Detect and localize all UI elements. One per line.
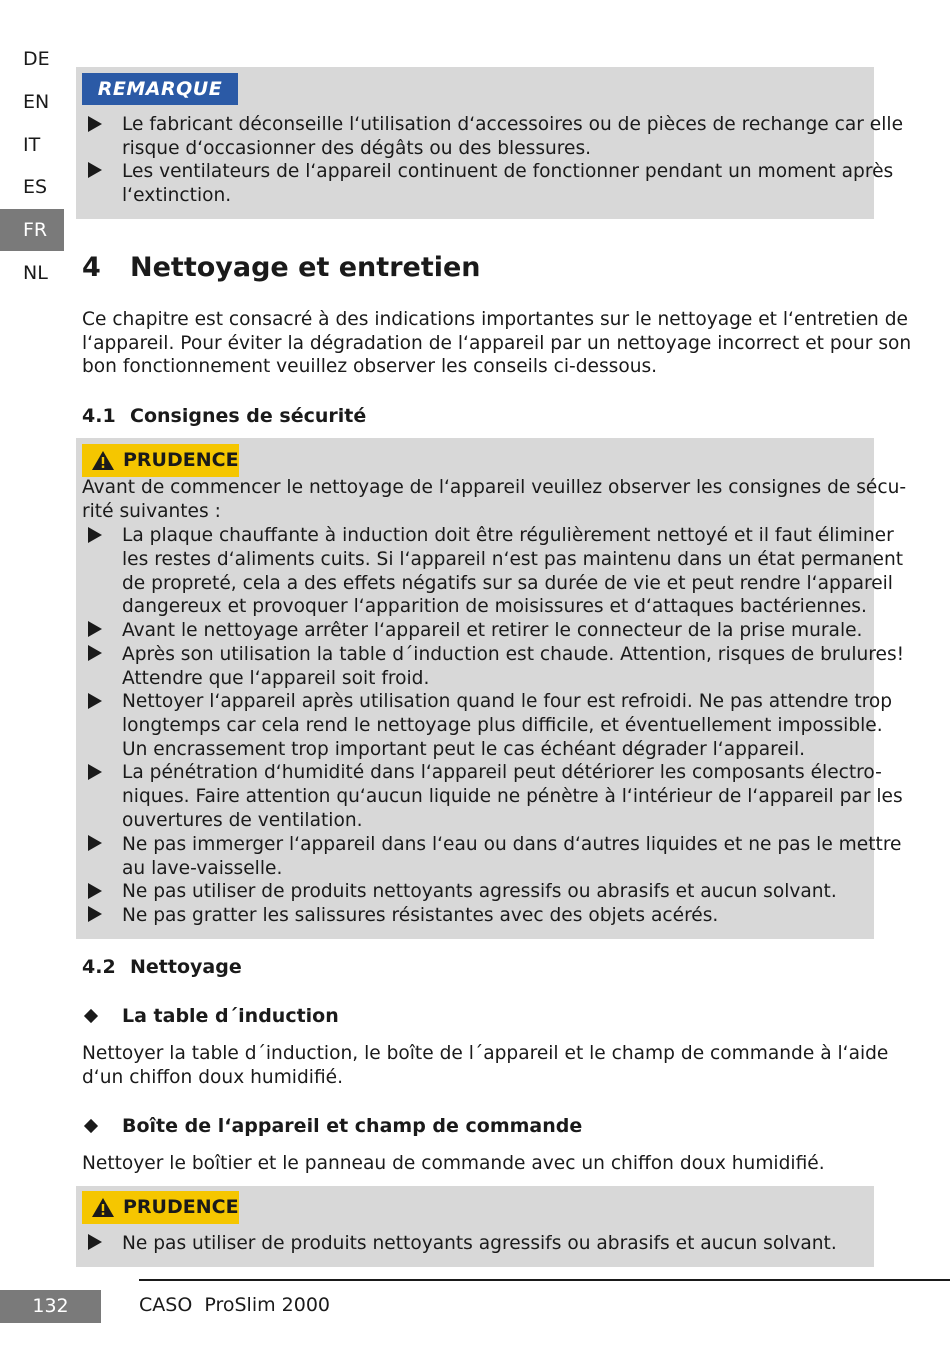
bullet-arrow-icon [88,906,102,922]
note-line: risque d‘occasionner des dégâts ou des blessures. [122,138,592,159]
caution-line: Attendre que l‘appareil soit froid. [122,668,430,689]
bullet-arrow-icon [88,1234,102,1250]
bullet-arrow-icon [88,693,102,709]
caution-badge [82,1191,239,1224]
caution-line: Ne pas utiliser de produits nettoyants agressifs ou abrasifs et aucun solvant. [122,881,837,902]
item-body-line: Nettoyer le boîtier et le panneau de commande avec un chiffon doux humidifié. [82,1153,825,1174]
bullet-arrow-icon [88,835,102,851]
footer-product: CASO ProSlim 2000 [139,1294,331,1316]
note-line: l‘extinction. [122,185,232,206]
subsection-number: 4.1 [82,405,116,427]
section-number: 4 [82,252,101,283]
caution-line: La plaque chauffante à induction doit être régulièrement nettoyé et il faut éliminer [122,525,894,546]
caution-line: Ne pas gratter les salissures résistantes avec des objets acérés. [122,905,719,926]
bullet-arrow-icon [88,883,102,899]
item-body-line: d‘un chiffon doux humidifié. [82,1067,344,1088]
subsection-title: Nettoyage [130,956,242,978]
subsection-title: Consignes de sécurité [130,405,367,427]
caution-line: Avant le nettoyage arrêter l‘appareil et retirer le connecteur de la prise murale. [122,620,863,641]
caution-line: au lave-vaisselle. [122,858,283,879]
caution-line: Un encrassement trop important peut le cas échéant dégrader l‘appareil. [122,739,806,760]
caution-label: PRUDENCE [123,449,239,471]
intro-line: l‘appareil. Pour éviter la dégradation de l‘appareil par un nettoyage incorrect et pour son [82,333,912,354]
bullet-arrow-icon [88,645,102,661]
caution-line: Ne pas utiliser de produits nettoyants agressifs ou abrasifs et aucun solvant. [122,1233,837,1254]
caution-line: ouvertures de ventilation. [122,810,363,831]
caution-line: La pénétration d‘humidité dans l‘appareil peut détériorer les composants électro- [122,762,882,783]
diamond-bullet-icon [84,1119,98,1133]
lang-tab-de[interactable]: DE [23,48,50,70]
bullet-arrow-icon [88,116,102,132]
footer-divider [139,1279,950,1281]
note-badge: REMARQUE [82,73,238,105]
caution-line: les restes d‘aliments cuits. Si l‘appareil n‘est pas maintenu dans un état permanent [122,549,904,570]
item-title: Boîte de l‘appareil et champ de commande [122,1115,583,1137]
caution-line: longtemps car cela rend le nettoyage plus difficile, et éventuellement impossible. [122,715,883,736]
lang-tab-nl[interactable]: NL [23,262,48,284]
section-title: Nettoyage et entretien [130,252,481,283]
bullet-arrow-icon [88,621,102,637]
warning-triangle-icon [91,1197,115,1218]
lang-tab-fr[interactable]: FR [0,209,64,251]
caution-label: PRUDENCE [123,1196,239,1218]
lang-tab-en[interactable]: EN [23,91,50,113]
caution-line: Ne pas immerger l‘appareil dans l‘eau ou dans d‘autres liquides et ne pas le mettre [122,834,902,855]
caution-line: Après son utilisation la table d´induction est chaude. Attention, risques de brulures! [122,644,905,665]
lang-tab-es[interactable]: ES [23,176,48,198]
lang-tab-it[interactable]: IT [23,134,41,156]
item-body-line: Nettoyer la table d´induction, le boîte de l´appareil et le champ de commande à l‘aide [82,1043,889,1064]
caution-line: niques. Faire attention qu‘aucun liquide ne pénètre à l‘intérieur de l‘appareil par les [122,786,903,807]
page-number: 132 [0,1290,101,1323]
diamond-bullet-icon [84,1009,98,1023]
intro-line: bon fonctionnement veuillez observer les conseils ci-dessous. [82,356,658,377]
item-title: La table d´induction [122,1005,339,1027]
note-line: Le fabricant déconseille l‘utilisation d‘accessoires ou de pièces de rechange car elle [122,114,904,135]
note-line: Les ventilateurs de l‘appareil continuent de fonctionner pendant un moment après [122,161,894,182]
warning-triangle-icon [91,450,115,471]
bullet-arrow-icon [88,527,102,543]
caution-line: de propreté, cela a des effets négatifs sur sa durée de vie et peut rendre l‘appareil [122,573,893,594]
caution-line: dangereux et provoquer l‘apparition de moisissures et d‘attaques bactériennes. [122,596,867,617]
subsection-number: 4.2 [82,956,116,978]
caution-badge [82,444,239,477]
caution-line: Nettoyer l‘appareil après utilisation quand le four est refroidi. Ne pas attendre trop [122,691,893,712]
caution-intro-line: rité suivantes : [82,501,221,522]
caution-intro-line: Avant de commencer le nettoyage de l‘appareil veuillez observer les consignes de sécu- [82,477,907,498]
bullet-arrow-icon [88,764,102,780]
bullet-arrow-icon [88,162,102,178]
intro-line: Ce chapitre est consacré à des indications importantes sur le nettoyage et l‘entretien de [82,309,908,330]
